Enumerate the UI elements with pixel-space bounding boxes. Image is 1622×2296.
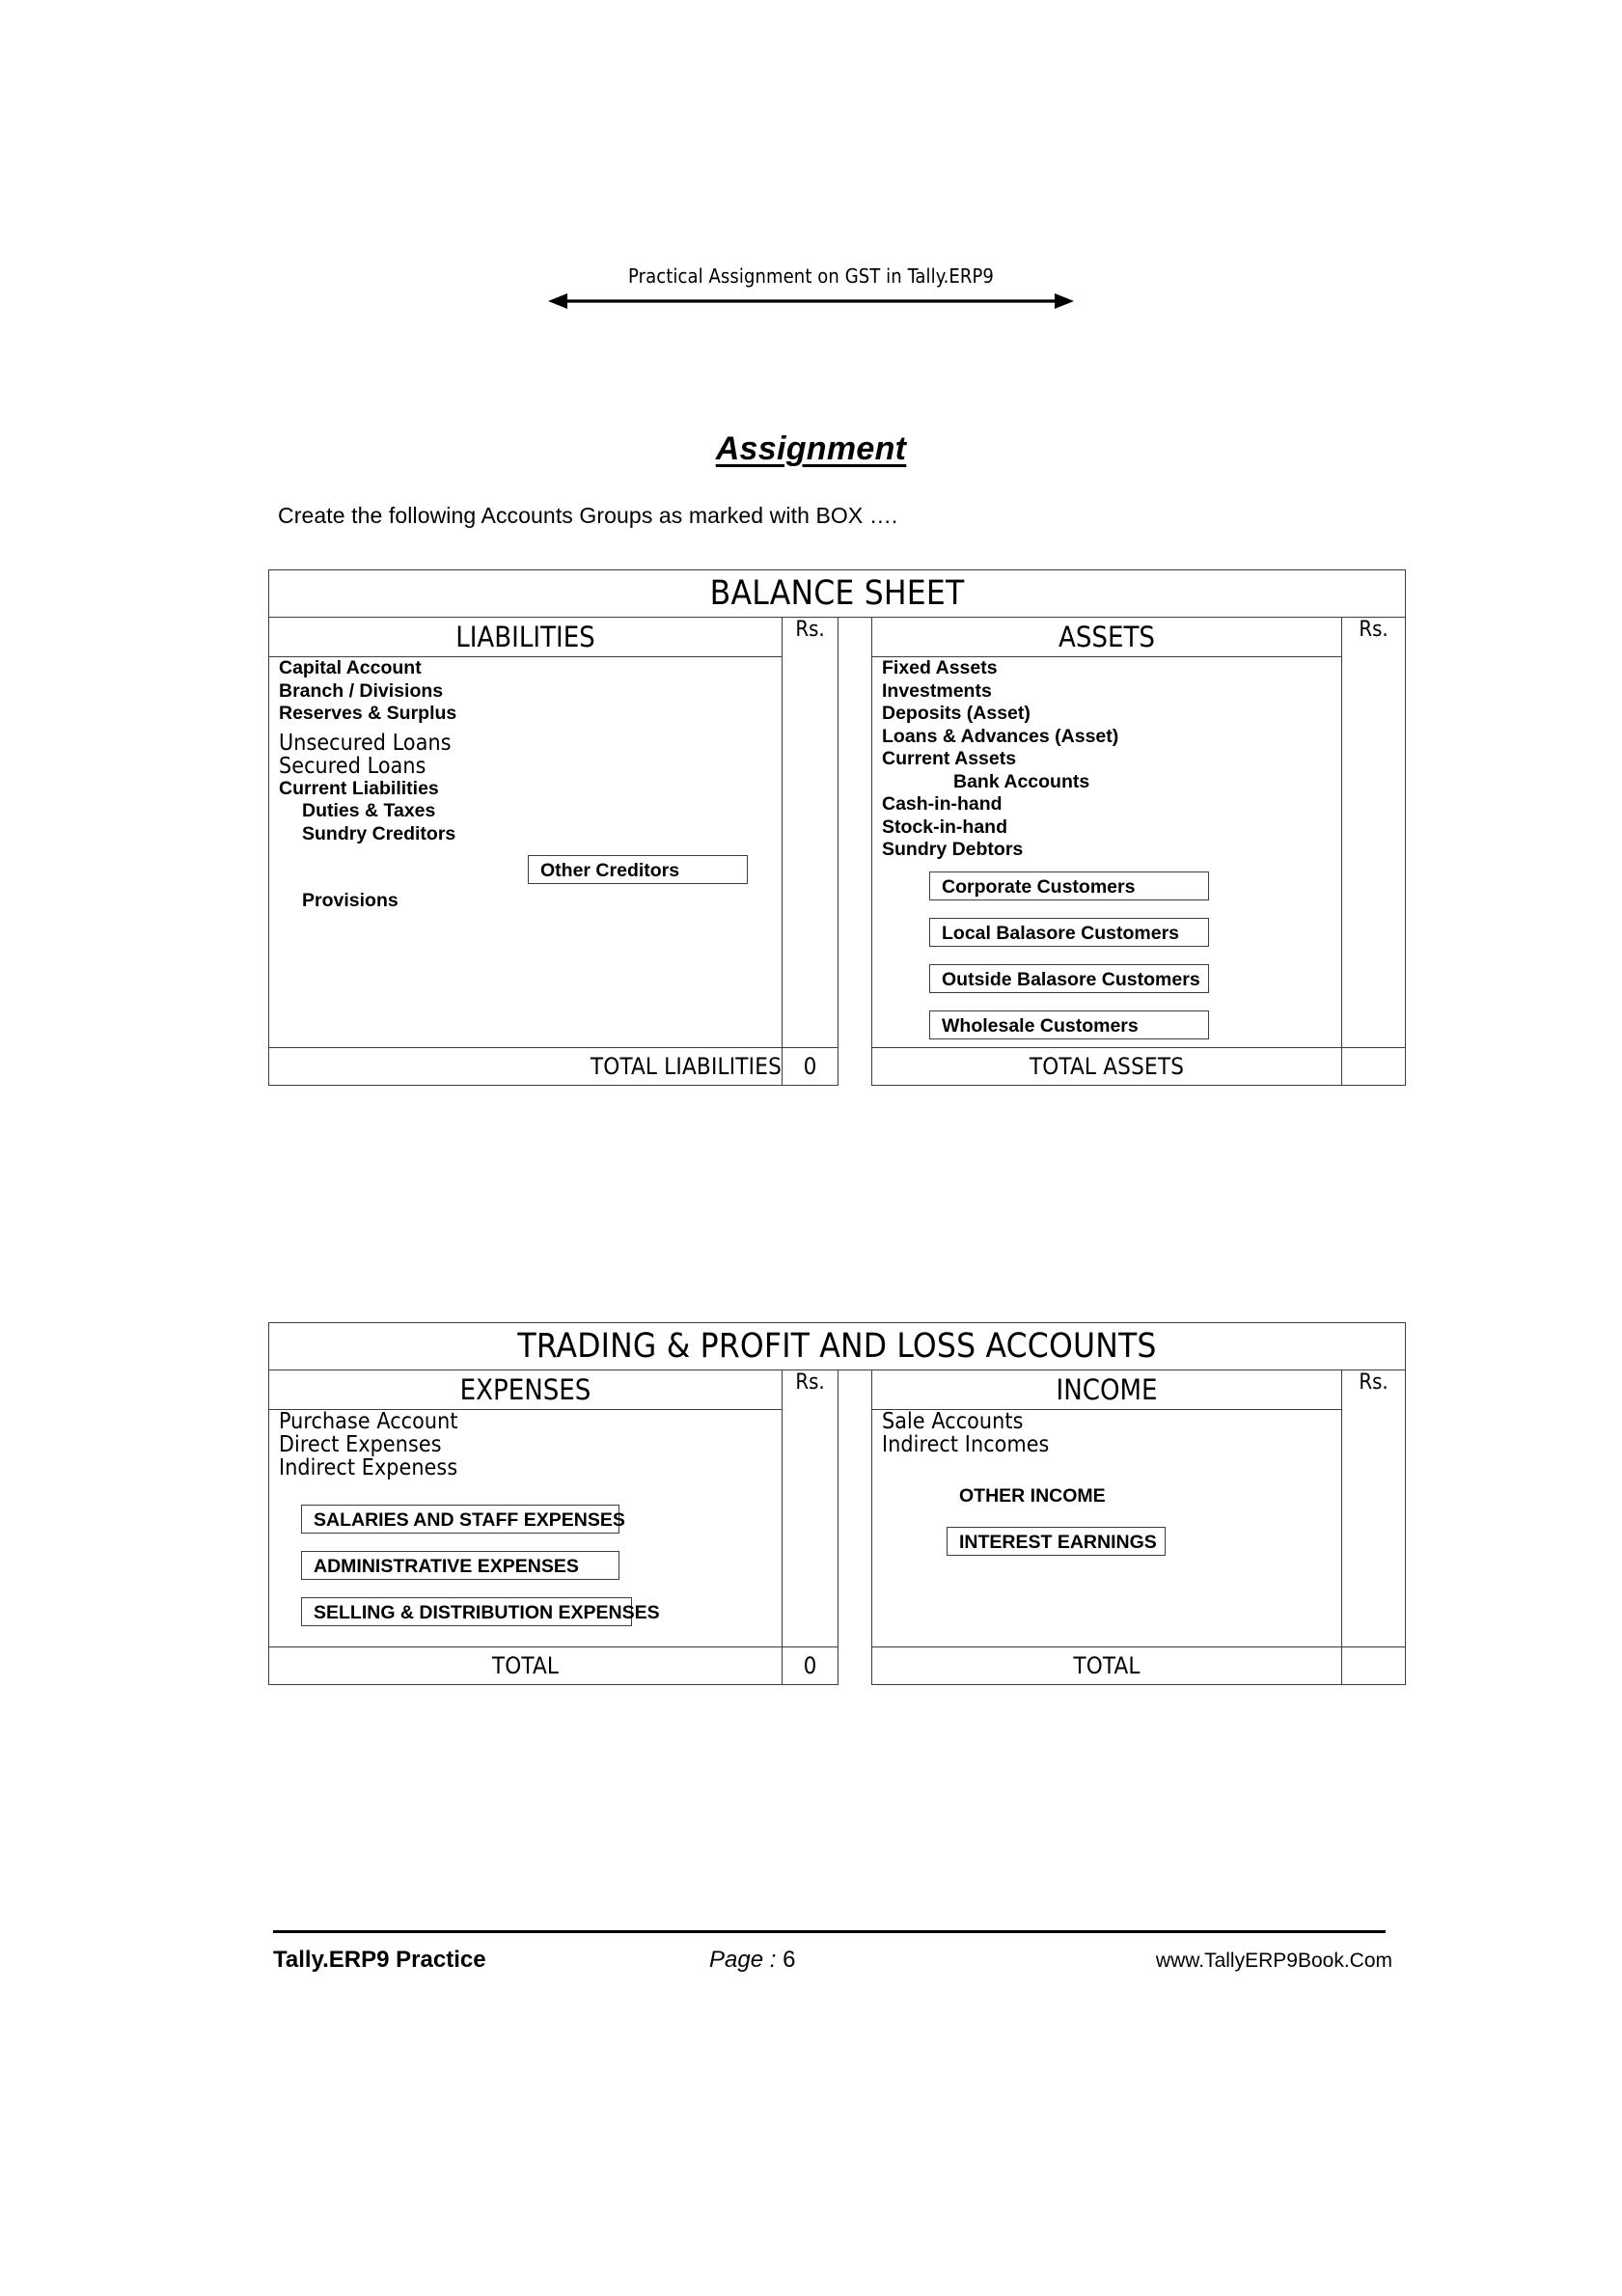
running-head-text: Practical Assignment on GST in Tally.ERP9 xyxy=(628,264,994,288)
instruction-text: Create the following Accounts Groups as marked with BOX …. xyxy=(278,503,898,528)
group-capital-account[interactable]: Capital Account xyxy=(279,657,422,678)
group-indirect-expenses[interactable]: Indirect Expeness xyxy=(279,1455,458,1480)
group-provisions[interactable]: Provisions xyxy=(302,890,399,911)
liabilities-amount-header: Rs. xyxy=(783,618,838,1048)
running-head xyxy=(0,265,1622,312)
spacer xyxy=(872,900,1341,918)
spacer xyxy=(269,1580,782,1597)
spacer xyxy=(269,1534,782,1551)
group-stock-in-hand[interactable]: Stock-in-hand xyxy=(882,816,1007,838)
footer-page-word: Page : xyxy=(709,1947,777,1973)
group-duties-taxes[interactable]: Duties & Taxes xyxy=(302,800,436,821)
liabilities-body xyxy=(269,657,783,1048)
group-investments[interactable]: Investments xyxy=(882,679,992,702)
label-other-income: OTHER INCOME xyxy=(959,1485,1106,1507)
group-purchase-account[interactable]: Purchase Account xyxy=(279,1409,458,1434)
total-assets-value xyxy=(1342,1048,1406,1086)
box-local-balasore-customers[interactable]: Local Balasore Customers xyxy=(929,918,1209,947)
balance-sheet-total-row xyxy=(269,1048,1406,1086)
footer-page-value: 6 xyxy=(783,1947,796,1973)
expenses-amount-header: Rs. xyxy=(783,1370,838,1647)
expenses-header: EXPENSES xyxy=(269,1370,783,1410)
spacer xyxy=(269,1480,782,1505)
assets-body xyxy=(872,657,1342,1048)
spacer xyxy=(872,993,1341,1010)
group-indirect-incomes[interactable]: Indirect Incomes xyxy=(882,1432,1050,1457)
trading-pl-total-row xyxy=(269,1647,1406,1685)
center-gap-column-pl xyxy=(838,1370,872,1647)
center-gap-column xyxy=(838,618,872,1048)
footer-brand: Tally.ERP9 Practice xyxy=(273,1947,486,1973)
balance-sheet-table xyxy=(268,569,1406,1086)
liabilities-header: LIABILITIES xyxy=(269,618,783,657)
group-secured-loans[interactable]: Secured Loans xyxy=(279,753,426,779)
footer-page-number xyxy=(709,1947,795,1974)
center-gap-column-total xyxy=(838,1048,872,1086)
box-corporate-customers[interactable]: Corporate Customers xyxy=(929,871,1209,900)
trading-pl-title-row xyxy=(269,1323,1406,1370)
spacer xyxy=(872,862,1341,871)
spacer xyxy=(872,1508,1341,1527)
group-reserves-surplus[interactable]: Reserves & Surplus xyxy=(279,703,457,724)
assets-header: ASSETS xyxy=(872,618,1342,657)
group-loans-advances[interactable]: Loans & Advances (Asset) xyxy=(882,725,1119,747)
box-wholesale-customers[interactable]: Wholesale Customers xyxy=(929,1010,1209,1039)
income-body xyxy=(872,1410,1342,1647)
group-bank-accounts[interactable]: Bank Accounts xyxy=(953,770,1090,792)
double-headed-arrow-icon xyxy=(548,290,1074,312)
group-sundry-debtors[interactable]: Sundry Debtors xyxy=(882,839,1024,860)
group-sundry-creditors[interactable]: Sundry Creditors xyxy=(302,822,456,844)
spacer xyxy=(872,1456,1341,1485)
balance-sheet-column-header-row xyxy=(269,618,1406,657)
total-income-value xyxy=(1342,1647,1406,1685)
assets-amount-header: Rs. xyxy=(1342,618,1406,1048)
total-expenses-label: TOTAL xyxy=(269,1647,783,1685)
spacer xyxy=(872,947,1341,964)
trading-pl-title: TRADING & PROFIT AND LOSS ACCOUNTS xyxy=(269,1323,1406,1370)
balance-sheet-title-row xyxy=(269,570,1406,618)
group-fixed-assets[interactable]: Fixed Assets xyxy=(882,657,998,678)
group-branch-divisions[interactable]: Branch / Divisions xyxy=(279,679,444,702)
group-direct-expenses[interactable]: Direct Expenses xyxy=(279,1432,442,1457)
group-cash-in-hand[interactable]: Cash-in-hand xyxy=(882,793,1003,815)
balance-sheet-title: BALANCE SHEET xyxy=(269,570,1406,618)
total-liabilities-value: 0 xyxy=(783,1048,838,1086)
group-sale-accounts[interactable]: Sale Accounts xyxy=(882,1409,1024,1434)
center-gap-column-pl-total xyxy=(838,1647,872,1685)
page-footer xyxy=(273,1947,1392,1985)
total-liabilities-label: TOTAL LIABILITIES xyxy=(269,1048,783,1086)
spacer xyxy=(269,845,782,855)
income-amount-header: Rs. xyxy=(1342,1370,1406,1647)
income-header: INCOME xyxy=(872,1370,1342,1410)
footer-website: www.TallyERP9Book.Com xyxy=(1155,1950,1392,1972)
group-current-liabilities[interactable]: Current Liabilities xyxy=(279,777,439,799)
box-salaries-and-staff-expenses[interactable]: SALARIES AND STAFF EXPENSES xyxy=(301,1505,619,1534)
expenses-body xyxy=(269,1410,783,1647)
box-interest-earnings[interactable]: INTEREST EARNINGS xyxy=(947,1527,1166,1556)
trading-pl-column-header-row xyxy=(269,1370,1406,1410)
footer-divider xyxy=(273,1930,1386,1933)
group-deposits-asset[interactable]: Deposits (Asset) xyxy=(882,703,1031,724)
total-expenses-value: 0 xyxy=(783,1647,838,1685)
page-title: Assignment xyxy=(715,430,907,467)
box-selling-distribution-expenses[interactable]: SELLING & DISTRIBUTION EXPENSES xyxy=(301,1597,632,1626)
total-assets-label: TOTAL ASSETS xyxy=(872,1048,1342,1086)
box-administrative-expenses[interactable]: ADMINISTRATIVE EXPENSES xyxy=(301,1551,619,1580)
group-unsecured-loans[interactable]: Unsecured Loans xyxy=(279,730,452,756)
group-current-assets[interactable]: Current Assets xyxy=(882,748,1017,769)
box-outside-balasore-customers[interactable]: Outside Balasore Customers xyxy=(929,964,1209,993)
box-other-creditors[interactable]: Other Creditors xyxy=(528,855,748,884)
trading-pl-table xyxy=(268,1322,1406,1685)
total-income-label: TOTAL xyxy=(872,1647,1342,1685)
